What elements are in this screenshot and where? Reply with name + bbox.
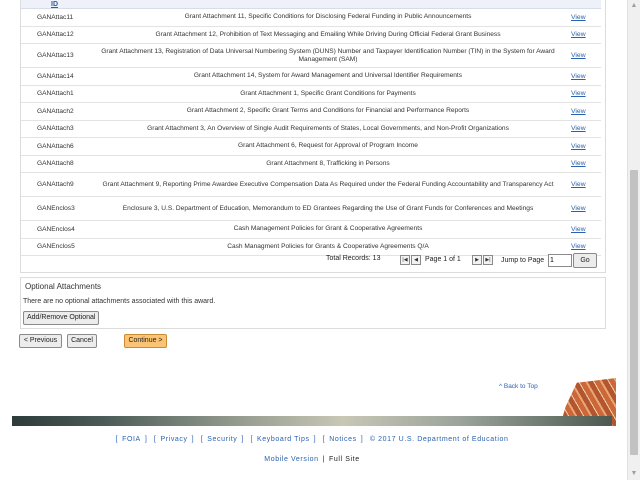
attachment-id: GANAttac12	[21, 26, 95, 44]
attachment-description: Grant Attachment 8, Trafficking in Persons	[95, 155, 561, 173]
footer-link-foia[interactable]: FOIA	[122, 436, 141, 443]
table-row	[21, 138, 601, 156]
view-link[interactable]: View	[571, 90, 586, 98]
continue-button[interactable]: Continue >	[124, 334, 167, 348]
table-header-row	[21, 0, 601, 9]
attachment-view-cell	[561, 138, 601, 156]
optional-attachments-title: Optional Attachments	[25, 282, 102, 291]
back-to-top-link[interactable]: ^ Back to Top	[499, 383, 538, 390]
footer-site-switch: Mobile Version | Full Site	[264, 456, 360, 463]
table-row	[21, 68, 601, 86]
attachment-id: GANEnclos3	[21, 197, 95, 221]
attachment-id: GANAttach3	[21, 120, 95, 138]
table-row	[21, 221, 601, 239]
attachment-view-cell	[561, 221, 601, 239]
view-link[interactable]: View	[571, 160, 586, 168]
attachment-description: Enclosure 3, U.S. Department of Education, Memorandum to ED Grantees Regarding the Use of Grant Funds for Conferences and Meetings	[95, 197, 561, 221]
attachment-id: GANAttac11	[21, 9, 95, 27]
go-button[interactable]: Go	[573, 253, 597, 268]
attachment-view-cell	[561, 155, 601, 173]
pager-first-prev	[400, 255, 421, 265]
next-page-icon[interactable]: ▶	[472, 255, 482, 265]
attachment-view-cell	[561, 197, 601, 221]
attachment-description: Grant Attachment 3, An Overview of Single Audit Requirements of States, Local Governments, and Non-Profit Organizations	[95, 120, 561, 138]
first-page-icon[interactable]: |◀	[400, 255, 410, 265]
view-link[interactable]: View	[571, 181, 586, 188]
attachment-id: GANEnclos5	[21, 238, 95, 256]
view-link[interactable]: View	[571, 72, 586, 80]
cancel-button[interactable]: Cancel	[67, 334, 97, 348]
prev-page-icon[interactable]: ◀	[411, 255, 421, 265]
attachment-id: GANAttach8	[21, 155, 95, 173]
view-link[interactable]: View	[571, 243, 586, 251]
view-link[interactable]: View	[571, 13, 586, 21]
attachment-description: Grant Attachment 12, Prohibition of Text Messaging and Emailing While Driving During Official Federal Grant Business	[95, 26, 561, 44]
footer-link-notices[interactable]: Notices	[329, 436, 357, 443]
optional-attachments-section	[20, 277, 606, 329]
scroll-up-icon[interactable]: ▲	[630, 2, 638, 9]
jump-to-page-label: Jump to Page	[501, 257, 545, 264]
attachment-id: GANAttac13	[21, 44, 95, 68]
copyright: © 2017 U.S. Department of Education	[369, 436, 509, 443]
scroll-down-icon[interactable]: ▼	[630, 470, 638, 477]
attachment-view-cell	[561, 103, 601, 121]
view-link[interactable]: View	[571, 31, 586, 39]
attachment-id: GANAttach2	[21, 103, 95, 121]
attachment-description: Grant Attachment 14, System for Award Management and Universal Identifier Requirements	[95, 68, 561, 86]
jump-to-page-input[interactable]	[548, 254, 572, 267]
table-row	[21, 85, 601, 103]
attachment-id: GANAttach6	[21, 138, 95, 156]
footer-banner-image	[12, 416, 612, 426]
page-indicator: Page 1 of 1	[425, 256, 461, 263]
table-row	[21, 103, 601, 121]
attachment-description: Grant Attachment 13, Registration of Data Universal Numbering System (DUNS) Number and Taxpayer Identification Number (TIN) in the System for Award Management (SAM)	[95, 44, 561, 68]
add-remove-optional-button[interactable]: Add/Remove Optional	[23, 311, 99, 325]
attachment-description: Cash Management Policies for Grant & Cooperative Agreements	[95, 221, 561, 239]
attachment-id: GANAttach9	[21, 173, 95, 197]
table-row	[21, 9, 601, 27]
attachment-id: GANEnclos4	[21, 221, 95, 239]
last-page-icon[interactable]: ▶|	[483, 255, 493, 265]
attachments-table	[21, 0, 601, 256]
pager	[20, 252, 602, 270]
table-row	[21, 120, 601, 138]
previous-button[interactable]: < Previous	[19, 334, 62, 348]
pager-next-last	[472, 255, 493, 265]
attachment-description: Grant Attachment 1, Specific Grant Conditions for Payments	[95, 85, 561, 103]
full-site-label: Full Site	[329, 456, 360, 463]
view-link[interactable]: View	[571, 125, 586, 133]
attachment-view-cell	[561, 173, 601, 197]
table-row	[21, 173, 601, 197]
attachment-view-cell	[561, 9, 601, 27]
footer-links: [ FOIA ] [ Privacy ] [ Security ] [ Keyboard Tips ] [ Notices ] © 2017 U.S. Department of Education	[115, 436, 509, 443]
attachment-description: Grant Attachment 6, Request for Approval of Program Income	[95, 138, 561, 156]
mobile-version-link[interactable]: Mobile Version	[264, 456, 319, 463]
footer-link-privacy[interactable]: Privacy	[160, 436, 188, 443]
attachment-description: Grant Attachment 2, Specific Grant Terms and Conditions for Financial and Performance Reports	[95, 103, 561, 121]
table-row	[21, 197, 601, 221]
view-link[interactable]: View	[571, 107, 586, 115]
vertical-scrollbar[interactable]	[627, 0, 640, 480]
footer-link-keyboard-tips[interactable]: Keyboard Tips	[257, 436, 310, 443]
table-row	[21, 26, 601, 44]
table-row	[21, 44, 601, 68]
footer	[12, 436, 612, 463]
total-records: Total Records: 13	[326, 255, 381, 262]
view-link[interactable]: View	[571, 142, 586, 150]
id-column-header[interactable]: ID	[21, 0, 601, 9]
attachment-description: Grant Attachment 9, Reporting Prime Awardee Executive Compensation Data As Required under the Federal Funding Accountability and Transparency Act	[95, 173, 561, 197]
attachment-view-cell	[561, 44, 601, 68]
scrollbar-thumb[interactable]	[630, 170, 638, 455]
attachment-view-cell	[561, 85, 601, 103]
view-link[interactable]: View	[571, 52, 586, 59]
optional-attachments-message: There are no optional attachments associated with this award.	[23, 298, 216, 305]
attachment-view-cell	[561, 26, 601, 44]
attachment-description: Grant Attachment 11, Specific Conditions for Disclosing Federal Funding in Public Announcements	[95, 9, 561, 27]
attachment-view-cell	[561, 120, 601, 138]
attachment-description: Cash Managment Policies for Grants & Cooperative Agreements Q/A	[95, 238, 561, 256]
attachment-id: GANAttach1	[21, 85, 95, 103]
table-row	[21, 155, 601, 173]
attachment-view-cell	[561, 68, 601, 86]
view-link[interactable]: View	[571, 225, 586, 233]
attachment-id: GANAttac14	[21, 68, 95, 86]
footer-link-security[interactable]: Security	[207, 436, 238, 443]
view-link[interactable]: View	[571, 205, 586, 212]
